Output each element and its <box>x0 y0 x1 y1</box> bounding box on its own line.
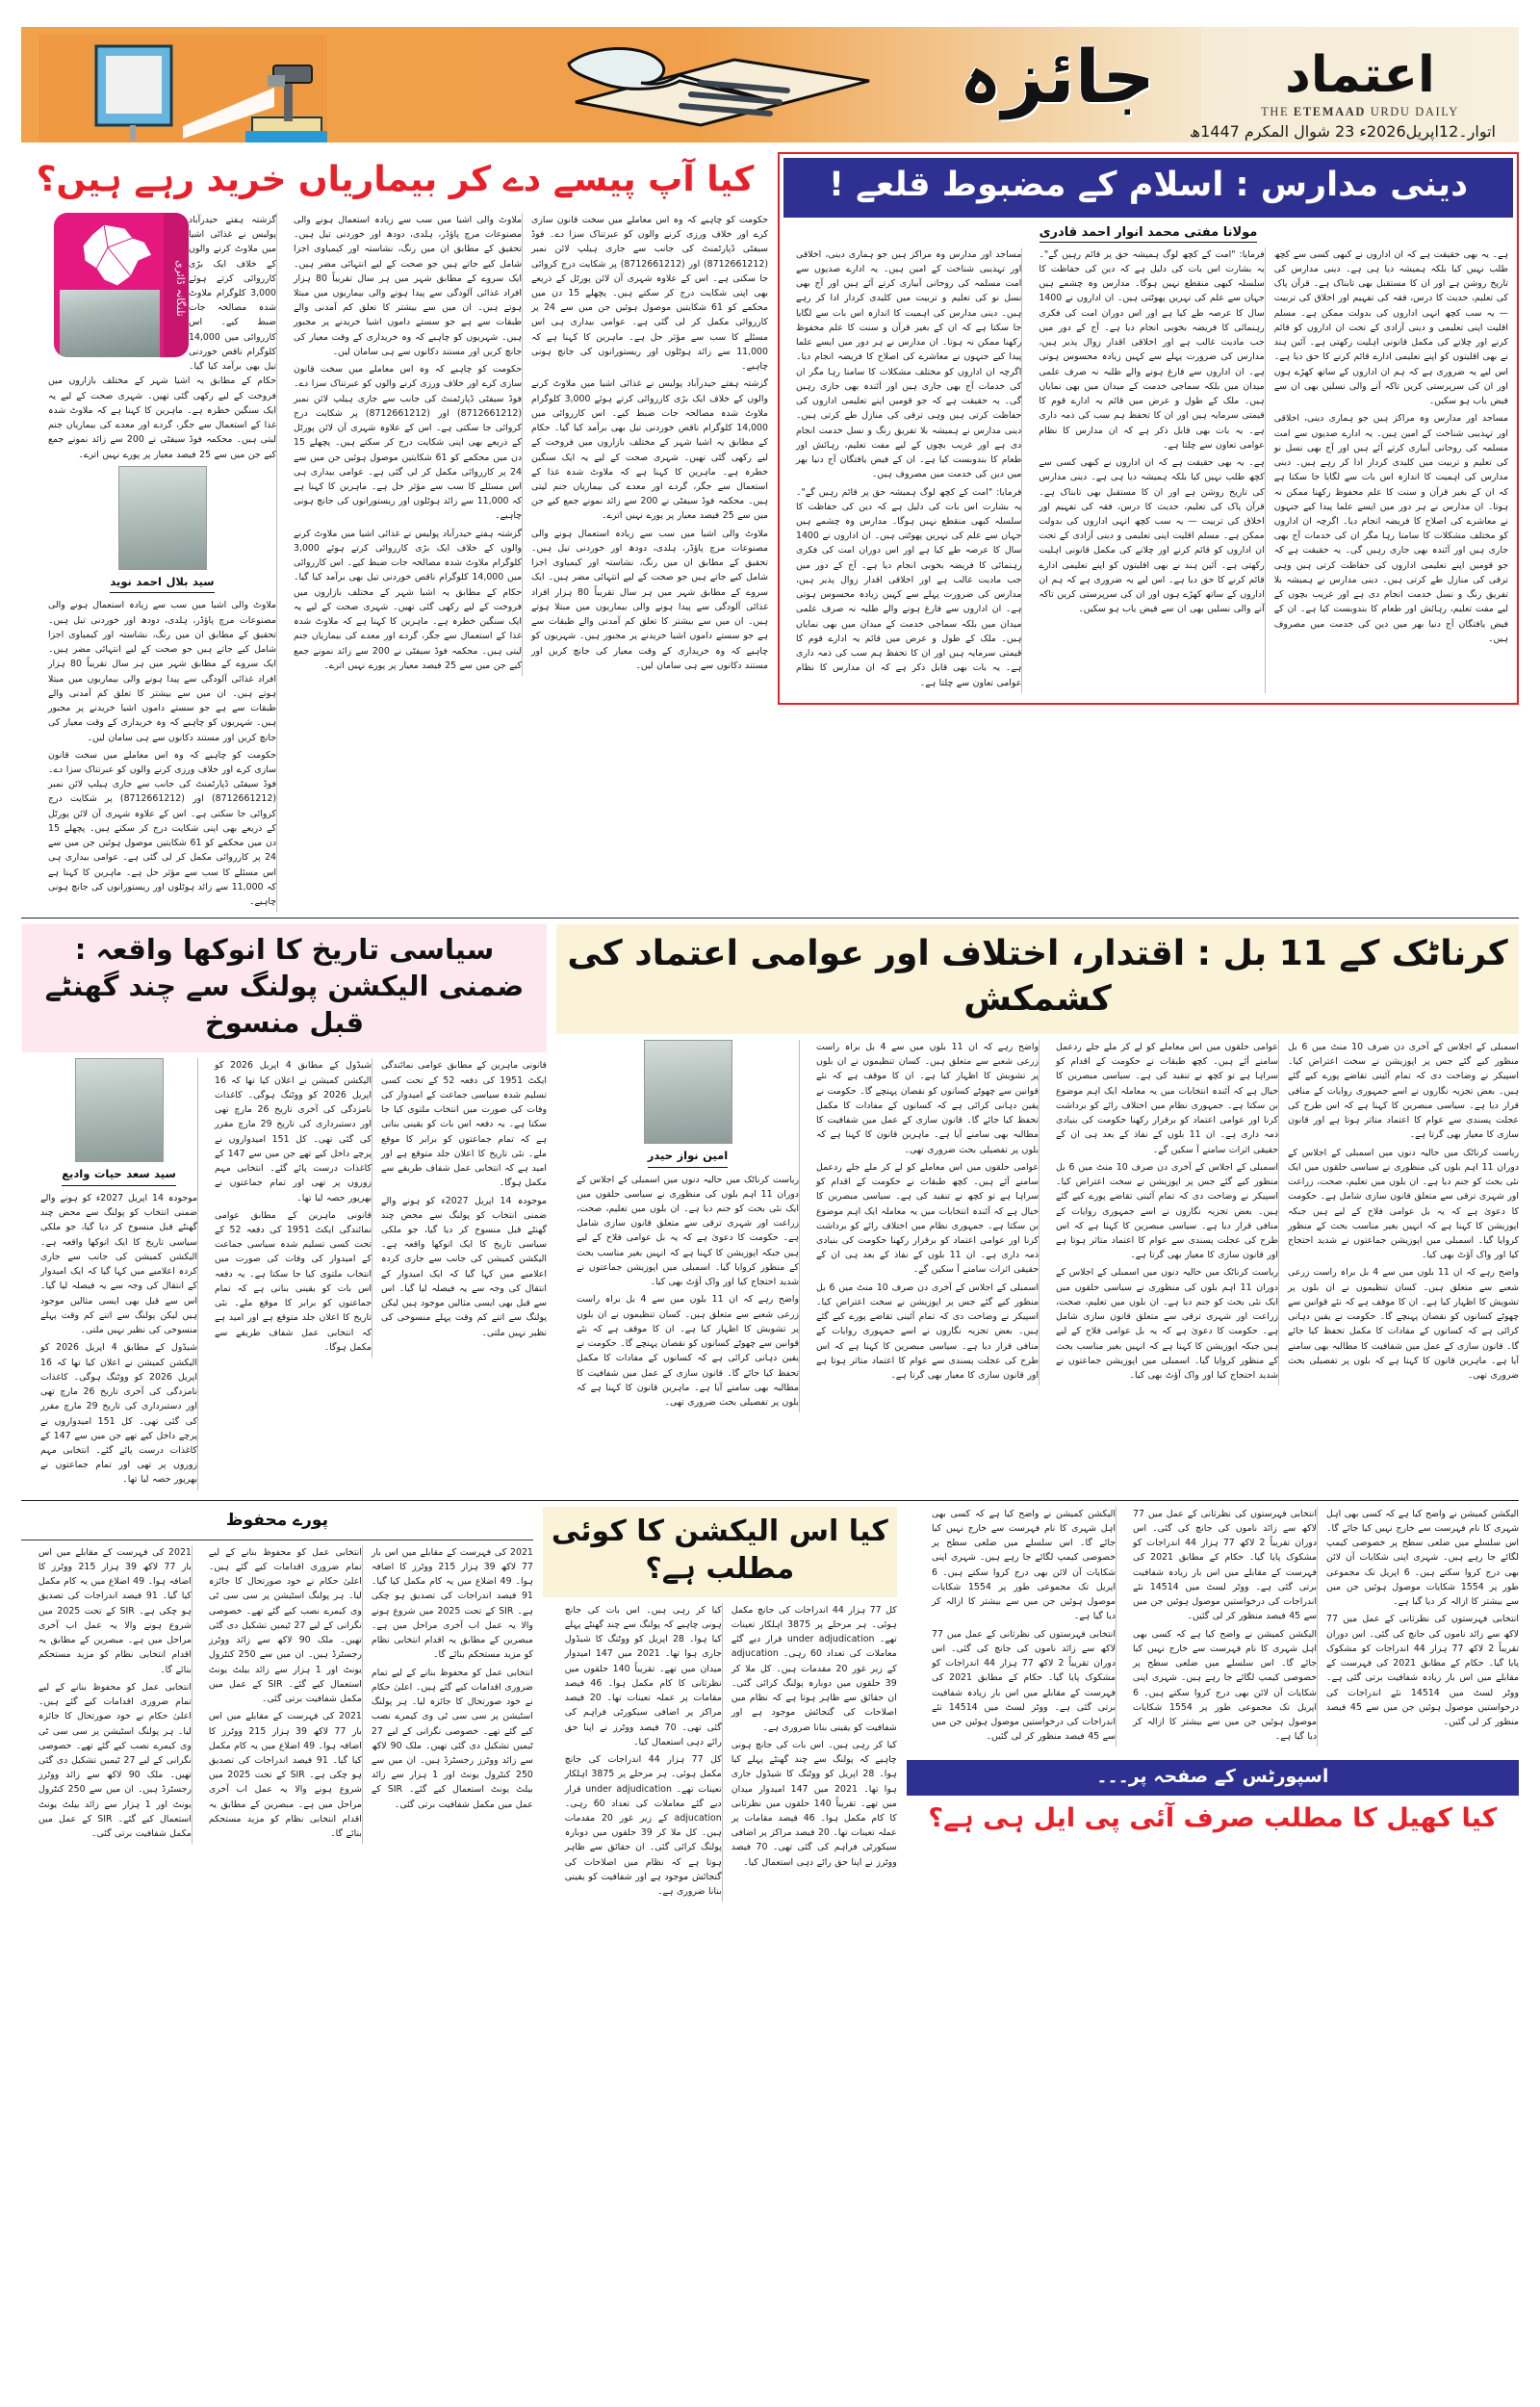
bottom-right-col-2: 2021 کی فہرست کے مقابلے میں اس بار 77 لاکھ 39 ہزار 215 ووٹرز کا اضافہ ہوا۔ 49 اضلاع میں یہ کام مکمل کیا گیا۔ 91 فیصد اندراجات کی تصدیق ہو چکی ہے۔ SIR کے تحت 2025 میں شروع ہونے والا یہ عمل اب آخری مراحل میں ہے۔ مبصرین کے مطابق یہ اقدام انتخابی نظام کو مزید مستحکم بنائے گا۔ انتخابی عمل کو محفوظ بنانے کے لیے تمام ضروری اقدامات کیے گئے ہیں۔ اعلیٰ حکام نے خود صورتحال کا جائزہ لیا۔ ہر پولنگ اسٹیشن پر سی سی ٹی وی کیمرے نصب کیے گئے تھے۔ خصوصی نگرانی کے لیے 27 ٹیمیں تشکیل دی گئی تھیں۔ ملک 90 لاکھ سے زائد ووٹرز رجسٹرڈ ہیں۔ ان میں سے 250 کنٹرول یونٹ اور 1 ہزار سے زائد بیلٹ یونٹ استعمال کیے گئے۔ SIR کے عمل میں مکمل شفافیت برتی گئی۔ <box>371 1546 533 1810</box>
health-col-3: حکومت کو چاہیے کہ وہ اس معاملے میں سخت قانون سازی کرے اور خلاف ورزی کرنے والوں کو عبرتناک سزا دے۔ فوڈ سیفٹی ڈپارٹمنٹ کی جانب سے جاری ہیلپ لائن نمبر (8712661212) اور (8712661212) پر شکایت درج کروائی جا سکتی ہے۔ اس کے علاوہ شہری آن لائن پورٹل کے ذریعے بھی اپنی شکایت درج کر سکتے ہیں۔ پچھلے 15 دن میں محکمے کو 61 شکایتیں موصول ہوئیں جن میں سے 24 پر کارروائی مکمل کر لی گئی ہے۔ عوامی بیداری ہی اس مسئلے کا سب سے مؤثر حل ہے۔ ماہرین کا کہنا ہے کہ 11,000 سے زائد ہوٹلوں اور ریستورانوں کی جانچ ہونی چاہیے۔ گزشتہ ہفتے حیدرآباد پولیس نے غذائی اشیا میں ملاوٹ کرنے والوں کے خلاف ایک بڑی کارروائی کرتے ہوئے 3,000 کلوگرام ملاوٹ شدہ مصالحہ جات ضبط کیے۔ اس کارروائی میں 14,000 کلوگرام ناقص خوردنی تیل بھی برآمد کیا گیا۔ حکام کے مطابق یہ اشیا شہر کے مختلف بازاروں میں فروخت کے لیے رکھی گئی تھیں۔ شہری صحت کے لیے یہ ایک سنگین خطرہ ہے۔ ماہرین کا کہنا ہے کہ ملاوٹ شدہ غذا کے استعمال سے جگر، گردے اور معدے کی بیماریاں جنم لیتی ہیں۔ محکمہ فوڈ سیفٹی نے 200 سے زائد نمونے جمع کیے جن میں سے 25 فیصد معیار پر پورے نہیں اترے۔ ملاوٹ والی اشیا میں سب سے زیادہ استعمال ہونے والی مصنوعات مرچ پاؤڈر، ہلدی، دودھ اور خوردنی تیل ہیں۔ تحقیق کے مطابق ان میں رنگ، نشاستہ اور کیمیاوی اجزا شامل کیے جاتے ہیں جو صحت کے لیے انتہائی مضر ہیں۔ ایک سروے کے مطابق شہر میں ہر سال تقریباً 80 ہزار افراد غذائی آلودگی سے پیدا ہونے والی بیماریوں میں مبتلا ہوتے ہیں۔ ان میں سے بیشتر کا تعلق کم آمدنی والے طبقات سے ہے جو سستے داموں اشیا خریدنے پر مجبور ہیں۔ شہریوں کو چاہیے کہ وہ خریداری کے وقت معیار کی جانچ کریں اور مستند دکانوں سے ہی سامان لیں۔ <box>531 214 769 671</box>
madaris-col-3: ہے۔ یہ بھی حقیقت ہے کہ ان اداروں نے کبھی کسی سے کچھ طلب نہیں کیا بلکہ ہمیشہ دیا ہی ہے۔ دینی مدارس کی تاریخ روشن ہے اور ان کا مستقبل بھی تابناک ہے۔ قرآن پاک کی تعلیم، حدیث کا درس، فقہ کی تفہیم اور اخلاق کی تربیت — یہ سب کچھ انہی اداروں کی بدولت ممکن ہے۔ مسلم اقلیت اپنی تعلیمی و دینی آزادی کے تحت ان اداروں کو قائم کرنے اور چلانے کی مکمل قانونی اہلیت رکھتی ہے۔ آئین ہند نے بھی اقلیتوں کو اپنے تعلیمی ادارے قائم کرنے کا حق دیا ہے۔ اس لیے یہ ضروری ہے کہ ہم ان اداروں کے ساتھ کھڑے ہوں اور ان کی سرپرستی کریں تاکہ آنے والی نسلیں بھی ان سے فیض یاب ہو سکیں۔ مساجد اور مدارس وہ مراکز ہیں جو ہماری دینی، اخلاقی اور تہذیبی شناخت کے امین ہیں۔ یہ ادارے صدیوں سے امت مسلمہ کی روحانی آبیاری کرتے آئے ہیں اور آج بھی نسل نو کی تعلیم و تربیت میں کلیدی کردار ادا کر رہے ہیں۔ دینی مدارس کی اہمیت کا اندازہ اس بات سے لگایا جا سکتا ہے کہ ان کے بغیر قرآن و سنت کا علم محفوظ رکھنا ممکن نہ ہوتا۔ ان مدارس نے ہر دور میں ایسے علما پیدا کیے جنہوں نے معاشرے کی اصلاح کا فریضہ انجام دیا۔ اگرچہ ان اداروں کو مختلف مشکلات کا سامنا رہا مگر ان کی خدمات آج بھی جاری ہیں اور آئندہ بھی جاری رہیں گی۔ یہ حقیقت ہے کہ جو قومیں اپنے تعلیمی اداروں کی حفاظت کرتی ہیں وہی ترقی کی منازل طے کرتی ہیں۔ دینی مدارس نے ہمیشہ بلا تفریق رنگ و نسل خدمت انجام دی ہے اور غریب بچوں کے لیے مفت تعلیم، رہائش اور طعام کا بندوبست کیا ہے۔ ان کے فیض یافتگان آج دنیا بھر میں دین کی خدمت میں مصروف ہیں۔ <box>1273 248 1508 644</box>
election-headline: سیاسی تاریخ کا انوکھا واقعہ : ضمنی الیکشن پولنگ سے چند گھنٹے قبل منسوخ <box>44 933 525 1039</box>
bottom-mid-block <box>543 1507 897 1902</box>
bottom-left-col-1: انتخابی فہرستوں کی نظرثانی کے عمل میں 77 لاکھ سے زائد ناموں کی جانچ کی گئی۔ اس دوران تقریباً 2 لاکھ 77 ہزار 44 اندراجات کو مشکوک پایا گیا۔ حکام کے مطابق 2021 کی فہرست کے مقابلے میں اس بار زیادہ شفافیت برتی گئی ہے۔ ووٹر لسٹ میں 14514 نئے اندراجات کی درخواستیں موصول ہوئیں جن میں سے 45 فیصد منظور کر لی گئیں۔ الیکشن کمیشن نے واضح کیا ہے کہ کسی بھی اہل شہری کا نام فہرست سے خارج نہیں کیا جائے گا۔ اس سلسلے میں ضلعی سطح پر خصوصی کیمپ لگائے جا رہے ہیں۔ شہری اپنی شکایات آن لائن بھی درج کروا سکتے ہیں۔ 6 اپریل تک مجموعی طور پر 1554 شکایات موصول ہوئیں جن میں سے بیشتر کا ازالہ کر دیا گیا ہے۔ <box>1125 1507 1318 1747</box>
karnataka-col-2: واضح رہے کہ ان 11 بلوں میں سے 4 بل براہ راست زرعی شعبے سے متعلق ہیں۔ کسان تنظیموں نے ان بلوں پر تشویش کا اظہار کیا ہے۔ ان کا موقف ہے کہ نئے قوانین سے چھوٹے کسانوں کو نقصان پہنچے گا۔ حکومت نے یقین دہانی کرائی ہے کہ کسانوں کے مفادات کا مکمل تحفظ کیا جائے گا۔ قانون سازی کے عمل میں شفافیت کا مطالبہ بھی سامنے آیا ہے۔ ماہرین قانون کا کہنا ہے کہ بلوں پر تفصیلی بحث ضروری تھی۔ عوامی حلقوں میں اس معاملے کو لے کر ملے جلے ردعمل سامنے آئے ہیں۔ کچھ طبقات نے حکومت کے اقدام کو سراہا ہے تو کچھ نے تنقید کی ہے۔ سیاسی مبصرین کا خیال ہے کہ آئندہ انتخابات میں یہ معاملہ ایک اہم موضوع بن سکتا ہے۔ جمہوری نظام میں اختلاف رائے کو برداشت کرنا اور عوامی اعتماد کو برقرار رکھنا حکومت کی بنیادی ذمہ داری ہے۔ ان 11 بلوں کے نفاذ کے بعد ہی ان کے حقیقی اثرات سامنے آ سکیں گے۔ اسمبلی کے اجلاس کے آخری دن صرف 10 منٹ میں 6 بل منظور کیے گئے جس پر اپوزیشن نے سخت اعتراض کیا۔ اسپیکر نے وضاحت دی کہ تمام آئینی تقاضے پورے کیے گئے ہیں۔ بعض تجزیہ نگاروں نے اسے جمہوری روایات کے منافی قرار دیا ہے۔ سیاسی مبصرین کا کہنا ہے کہ اس طرح کی عجلت پسندی سے عوام کا اعتماد متاثر ہوتا ہے اور قانون سازی کا معیار بھی گرتا ہے۔ <box>808 1040 1040 1385</box>
bottom-right-col-0: 2021 کی فہرست کے مقابلے میں اس بار 77 لاکھ 39 ہزار 215 ووٹرز کا اضافہ ہوا۔ 49 اضلاع میں یہ کام مکمل کیا گیا۔ 91 فیصد اندراجات کی تصدیق ہو چکی ہے۔ SIR کے تحت 2025 میں شروع ہونے والا یہ عمل اب آخری مراحل میں ہے۔ مبصرین کے مطابق یہ اقدام انتخابی نظام کو مزید مستحکم بنائے گا۔ انتخابی عمل کو محفوظ بنانے کے لیے تمام ضروری اقدامات کیے گئے ہیں۔ اعلیٰ حکام نے خود صورتحال کا جائزہ لیا۔ ہر پولنگ اسٹیشن پر سی سی ٹی وی کیمرے نصب کیے گئے تھے۔ خصوصی نگرانی کے لیے 27 ٹیمیں تشکیل دی گئی تھیں۔ ملک 90 لاکھ سے زائد ووٹرز رجسٹرڈ ہیں۔ ان میں سے 250 کنٹرول یونٹ اور 1 ہزار سے زائد بیلٹ یونٹ استعمال کیے گئے۔ SIR کے عمل میں مکمل شفافیت برتی گئی۔ <box>31 1545 192 1845</box>
karnataka-author-photo <box>644 1040 732 1144</box>
article-karnataka <box>556 924 1519 1412</box>
bottom-left-col-2: الیکشن کمیشن نے واضح کیا ہے کہ کسی بھی اہل شہری کا نام فہرست سے خارج نہیں کیا جائے گا۔ اس سلسلے میں ضلعی سطح پر خصوصی کیمپ لگائے جا رہے ہیں۔ شہری اپنی شکایات آن لائن بھی درج کروا سکتے ہیں۔ 6 اپریل تک مجموعی طور پر 1554 شکایات موصول ہوئیں جن میں سے بیشتر کا ازالہ کر دیا گیا ہے۔ انتخابی فہرستوں کی نظرثانی کے عمل میں 77 لاکھ سے زائد ناموں کی جانچ کی گئی۔ اس دوران تقریباً 2 لاکھ 77 ہزار 44 اندراجات کو مشکوک پایا گیا۔ حکام کے مطابق 2021 کی فہرست کے مقابلے میں اس بار زیادہ شفافیت برتی گئی ہے۔ ووٹر لسٹ میں 14514 نئے اندراجات کی درخواستیں موصول ہوئیں جن میں سے 45 فیصد منظور کر لی گئیں۔ <box>1326 1508 1520 1727</box>
karnataka-headline-band <box>556 924 1519 1034</box>
badge-photo <box>60 290 160 357</box>
telangana-diary-badge <box>54 213 189 357</box>
bottom-mid-headline-band <box>543 1507 897 1597</box>
karnataka-headline: کرناٹک کے 11 بل : اقتدار، اختلاف اور عوامی اعتماد کی کشمکش <box>567 934 1508 1020</box>
bottom-left-col-0: الیکشن کمیشن نے واضح کیا ہے کہ کسی بھی اہل شہری کا نام فہرست سے خارج نہیں کیا جائے گا۔ اس سلسلے میں ضلعی سطح پر خصوصی کیمپ لگائے جا رہے ہیں۔ شہری اپنی شکایات آن لائن بھی درج کروا سکتے ہیں۔ 6 اپریل تک مجموعی طور پر 1554 شکایات موصول ہوئیں جن میں سے بیشتر کا ازالہ کر دیا گیا ہے۔ انتخابی فہرستوں کی نظرثانی کے عمل میں 77 لاکھ سے زائد ناموں کی جانچ کی گئی۔ اس دوران تقریباً 2 لاکھ 77 ہزار 44 اندراجات کو مشکوک پایا گیا۔ حکام کے مطابق 2021 کی فہرست کے مقابلے میں اس بار زیادہ شفافیت برتی گئی ہے۔ ووٹر لسٹ میں 14514 نئے اندراجات کی درخواستیں موصول ہوئیں جن میں سے 45 فیصد منظور کر لی گئیں۔ <box>924 1507 1116 1747</box>
madaris-byline: مولانا مفتی محمد انوار احمد قادری <box>783 225 1513 243</box>
divider-row2 <box>21 1500 1519 1501</box>
health-col-1: تلنگانہ ڈائری گزشتہ ہفتے حیدرآباد پولیس نے غذائی اشیا میں ملاوٹ کرنے والوں کے خلاف ایک بڑی کارروائی کرتے ہوئے 3,000 کلوگرام ملاوٹ شدہ مصالحہ جات ضبط کیے۔ اس کارروائی میں 14,000 کلوگرام ناقص خوردنی تیل بھی برآمد کیا گیا۔ حکام کے مطابق یہ اشیا شہر کے مختلف بازاروں میں فروخت کے لیے رکھی گئی تھیں۔ شہری صحت کے لیے یہ ایک سنگین خطرہ ہے۔ ماہرین کا کہنا ہے کہ ملاوٹ شدہ غذا کے استعمال سے جگر، گردے اور معدے کی بیماریاں جنم لیتی ہیں۔ محکمہ فوڈ سیفٹی نے 200 سے زائد نمونے جمع کیے جن میں سے 25 فیصد معیار پر پورے نہیں اترے۔ سید بلال احمد نوید ملاوٹ والی اشیا میں سب سے زیادہ استعمال ہونے والی مصنوعات مرچ پاؤڈر، ہلدی، دودھ اور خوردنی تیل ہیں۔ تحقیق کے مطابق ان میں رنگ، نشاستہ اور کیمیاوی اجزا شامل کیے جاتے ہیں جو صحت کے لیے انتہائی مضر ہیں۔ ایک سروے کے مطابق شہر میں ہر سال تقریباً 80 ہزار افراد غذائی آلودگی سے پیدا ہونے والی بیماریوں میں مبتلا ہوتے ہیں۔ ان میں سے بیشتر کا تعلق کم آمدنی والے طبقات سے ہے جو سستے داموں اشیا خریدنے پر مجبور ہیں۔ شہریوں کو چاہیے کہ وہ خریداری کے وقت معیار کی جانچ کریں اور مستند دکانوں سے ہی سامان لیں۔ حکومت کو چاہیے کہ وہ اس معاملے میں سخت قانون سازی کرے اور خلاف ورزی کرنے والوں کو عبرتناک سزا دے۔ فوڈ سیفٹی ڈپارٹمنٹ کی جانب سے جاری ہیلپ لائن نمبر (8712661212) اور (8712661212) پر شکایت درج کروائی جا سکتی ہے۔ اس کے علاوہ شہری آن لائن پورٹل کے ذریعے بھی اپنی شکایت درج کر سکتے ہیں۔ پچھلے 15 دن میں محکمے کو 61 شکایتیں موصول ہوئیں جن میں سے 24 پر کارروائی مکمل کر لی گئی ہے۔ عوامی بیداری ہی اس مسئلے کا سب سے مؤثر حل ہے۔ ماہرین کا کہنا ہے کہ 11,000 سے زائد ہوٹلوں اور ریستورانوں کی جانچ ہونی چاہیے۔ <box>40 213 277 913</box>
badge-label: تلنگانہ ڈائری <box>164 213 189 357</box>
election-col-3: قانونی ماہرین کے مطابق عوامی نمائندگی ایکٹ 1951 کی دفعہ 52 کے تحت کسی تسلیم شدہ سیاسی جماعت کے امیدوار کی وفات کی صورت میں انتخاب ملتوی کیا جا سکتا ہے۔ یہ دفعہ اس بات کو یقینی بناتی ہے کہ تمام جماعتوں کو برابر کا موقع ملے۔ نئی تاریخ کا اعلان جلد متوقع ہے اور امید ہے کہ انتخابی عمل شفاف طریقے سے مکمل ہوگا۔ موجودہ 14 اپریل 2027ء کو ہونے والے ضمنی انتخاب کو پولنگ سے محض چند گھنٹے قبل منسوخ کر دیا گیا، جو ملکی سیاسی تاریخ کا ایک انوکھا واقعہ ہے۔ الیکشن کمیشن کی جانب سے جاری کردہ اعلامیے میں کہا گیا کہ ایک امیدوار کے انتقال کی وجہ سے یہ فیصلہ لیا گیا۔ اس سے قبل بھی ایسی مثالیں موجود ہیں لیکن پولنگ سے اتنے کم وقت پہلے منسوخی کی نظیر نہیں ملتی۔ <box>381 1060 548 1338</box>
election-col-2: شیڈول کے مطابق 4 اپریل 2026 کو الیکشن کمیشن نے اعلان کیا تھا کہ 16 اپریل 2026 کو ووٹنگ ہوگی۔ کاغذات نامزدگی کی آخری تاریخ 26 مارچ تھی اور دستبرداری کی تاریخ 29 مارچ مقرر کی گئی تھی۔ کل 151 امیدواروں نے پرچے داخل کیے تھے جن میں سے 147 کے کاغذات درست پائے گئے۔ انتخابی مہم زوروں پر تھی اور تمام جماعتوں نے بھرپور حصہ لیا تھا۔ قانونی ماہرین کے مطابق عوامی نمائندگی ایکٹ 1951 کی دفعہ 52 کے تحت کسی تسلیم شدہ سیاسی جماعت کے امیدوار کی وفات کی صورت میں انتخاب ملتوی کیا جا سکتا ہے۔ یہ دفعہ اس بات کو یقینی بناتی ہے کہ تمام جماعتوں کو برابر کا موقع ملے۔ نئی تاریخ کا اعلان جلد متوقع ہے اور امید ہے کہ انتخابی عمل شفاف طریقے سے مکمل ہوگا۔ <box>207 1058 372 1358</box>
bottom-right-col-1: انتخابی عمل کو محفوظ بنانے کے لیے تمام ضروری اقدامات کیے گئے ہیں۔ اعلیٰ حکام نے خود صورتحال کا جائزہ لیا۔ ہر پولنگ اسٹیشن پر سی سی ٹی وی کیمرے نصب کیے گئے تھے۔ خصوصی نگرانی کے لیے 27 ٹیمیں تشکیل دی گئی تھیں۔ ملک 90 لاکھ سے زائد ووٹرز رجسٹرڈ ہیں۔ ان میں سے 250 کنٹرول یونٹ اور 1 ہزار سے زائد بیلٹ یونٹ استعمال کیے گئے۔ SIR کے عمل میں مکمل شفافیت برتی گئی۔ 2021 کی فہرست کے مقابلے میں اس بار 77 لاکھ 39 ہزار 215 ووٹرز کا اضافہ ہوا۔ 49 اضلاع میں یہ کام مکمل کیا گیا۔ 91 فیصد اندراجات کی تصدیق ہو چکی ہے۔ SIR کے تحت 2025 میں شروع ہونے والا یہ عمل اب آخری مراحل میں ہے۔ مبصرین کے مطابق یہ اقدام انتخابی نظام کو مزید مستحکم بنائے گا۔ <box>201 1545 363 1845</box>
bottom-right-block <box>21 1507 533 1845</box>
newspaper-page <box>0 27 1540 2407</box>
logo-latin-text: THE ETEMAAD URDU DAILY <box>1261 105 1459 118</box>
sports-promo-label: اسپورٹس کے صفحہ پر۔۔۔ <box>907 1760 1519 1796</box>
article-election <box>22 924 547 1489</box>
karnataka-col-3: عوامی حلقوں میں اس معاملے کو لے کر ملے جلے ردعمل سامنے آئے ہیں۔ کچھ طبقات نے حکومت کے اقدام کو سراہا ہے تو کچھ نے تنقید کی ہے۔ سیاسی مبصرین کا خیال ہے کہ آئندہ انتخابات میں یہ معاملہ ایک اہم موضوع بن سکتا ہے۔ جمہوری نظام میں اختلاف رائے کو برداشت کرنا اور عوامی اعتماد کو برقرار رکھنا حکومت کی بنیادی ذمہ داری ہے۔ ان 11 بلوں کے نفاذ کے بعد ہی ان کے حقیقی اثرات سامنے آ سکیں گے۔ اسمبلی کے اجلاس کے آخری دن صرف 10 منٹ میں 6 بل منظور کیے گئے جس پر اپوزیشن نے سخت اعتراض کیا۔ اسپیکر نے وضاحت دی کہ تمام آئینی تقاضے پورے کیے گئے ہیں۔ بعض تجزیہ نگاروں نے اسے جمہوری روایات کے منافی قرار دیا ہے۔ سیاسی مبصرین کا کہنا ہے کہ اس طرح کی عجلت پسندی سے عوام کا اعتماد متاثر ہوتا ہے اور قانون سازی کا معیار بھی گرتا ہے۔ ریاست کرناٹک میں حالیہ دنوں میں اسمبلی کے اجلاس کے دوران 11 اہم بلوں کی منظوری نے سیاسی حلقوں میں ایک نئی بحث کو جنم دیا ہے۔ ان بلوں میں تعلیم، صحت، زراعت اور شہری ترقی سے متعلق قانون سازی شامل ہے۔ حکومت کا دعویٰ ہے کہ یہ بل عوامی فلاح کے لیے ہیں جبکہ اپوزیشن کا کہنا ہے کہ انہیں بغیر مناسب بحث کے منظور کروایا گیا۔ اسمبلی میں اپوزیشن جماعتوں نے شدید احتجاج کیا اور واک آؤٹ بھی کیا۔ <box>1048 1040 1279 1385</box>
telangana-map-icon <box>75 222 158 290</box>
bottom-mid-col-2: کل 77 ہزار 44 اندراجات کی جانچ مکمل ہوئی۔ ہر مرحلے پر 3875 اہلکار تعینات تھے۔ under adjudication قرار دیے گئے معاملات کی تعداد 60 رہی۔ adjucation کے زیر غور 20 مقدمات ہیں۔ کل ملا کر 39 حلقوں میں دوبارہ پولنگ کرائی گئی۔ ان حقائق سے ظاہر ہوتا ہے کہ نظام میں اصلاحات کی گنجائش موجود ہے اور شفافیت کو یقینی بنانا ضروری ہے۔ کیا کر رہی ہیں۔ اس بات کی جانچ ہونی چاہیے کہ پولنگ سے چند گھنٹے پہلے کیا ہوا۔ 28 اپریل کو ووٹنگ کا شیڈول جاری ہوا تھا۔ 2021 میں 147 امیدوار میدان میں تھے۔ تقریباً 140 حلقوں میں نظرثانی کا کام مکمل ہوا۔ 46 فیصد مقامات پر عملہ تعینات تھا۔ 20 فیصد مراکز پر اضافی سیکورٹی فراہم کی گئی تھی۔ 70 فیصد ووٹرز نے اپنا حق رائے دہی استعمال کیا۔ <box>731 1604 897 1868</box>
bottom-right-headline: پورے محفوظ <box>225 1510 328 1530</box>
karnataka-col-1: امین نواز حیدر ریاست کرناٹک میں حالیہ دنوں میں اسمبلی کے اجلاس کے دوران 11 اہم بلوں کی منظوری نے سیاسی حلقوں میں ایک نئی بحث کو جنم دیا ہے۔ ان بلوں میں تعلیم، صحت، زراعت اور شہری ترقی سے متعلق قانون سازی شامل ہے۔ حکومت کا دعویٰ ہے کہ یہ بل عوامی فلاح کے لیے ہیں جبکہ اپوزیشن کا کہنا ہے کہ انہیں بغیر مناسب بحث کے منظور کروایا گیا۔ اسمبلی میں اپوزیشن جماعتوں نے شدید احتجاج کیا اور واک آؤٹ بھی کیا۔ واضح رہے کہ ان 11 بلوں میں سے 4 بل براہ راست زرعی شعبے سے متعلق ہیں۔ کسان تنظیموں نے ان بلوں پر تشویش کا اظہار کیا ہے۔ ان کا موقف ہے کہ نئے قوانین سے چھوٹے کسانوں کو نقصان پہنچے گا۔ حکومت نے یقین دہانی کرائی ہے کہ کسانوں کے مفادات کا مکمل تحفظ کیا جائے گا۔ قانون سازی کے عمل میں شفافیت کا مطالبہ بھی سامنے آیا ہے۔ ماہرین قانون کا کہنا ہے کہ بلوں پر تفصیلی بحث ضروری تھی۔ <box>569 1040 800 1412</box>
section-banner-title: جائزہ <box>959 34 1155 119</box>
madaris-red-border <box>778 152 1519 705</box>
masthead <box>21 27 1519 142</box>
bottom-mid-headline: کیا اس الیکشن کا کوئی مطلب ہے؟ <box>551 1514 888 1586</box>
article-madaris <box>778 152 1519 705</box>
sports-promo-question: کیا کھیل کا مطلب صرف آئی پی ایل ہی ہے؟ <box>928 1803 1498 1834</box>
article-health <box>22 152 768 912</box>
bottom-left-block <box>907 1507 1519 1838</box>
madaris-col-2: فرمایا: "امت کے کچھ لوگ ہمیشہ حق پر قائم رہیں گے"۔ یہ بشارت اس بات کی دلیل ہے کہ دین کی حفاظت کا سلسلہ کبھی منقطع نہیں ہوگا۔ مدارس وہ چشمے ہیں جہاں سے علم کی نہریں پھوٹتی ہیں۔ ان اداروں نے 1400 سال کا عرصہ طے کیا ہے اور اس دوران امت کی فکری رہنمائی کا فریضہ بخوبی انجام دیا ہے۔ آج کے دور میں جب مادیت غالب ہے اور اخلاقی اقدار زوال پذیر ہیں، مدارس کی ضرورت پہلے سے کہیں زیادہ محسوس ہوتی ہے۔ ان اداروں سے فارغ ہونے والے طلبہ نہ صرف علمی میدان میں بلکہ سماجی خدمت کے میدان میں بھی نمایاں ہیں۔ ملک کے طول و عرض میں قائم یہ ادارے قوم کا قیمتی سرمایہ ہیں اور ان کا تحفظ ہم سب کی ذمہ داری ہے۔ یہ بات بھی قابل ذکر ہے کہ ان مدارس کا نظام عوامی تعاون سے چلتا ہے۔ ہے۔ یہ بھی حقیقت ہے کہ ان اداروں نے کبھی کسی سے کچھ طلب نہیں کیا بلکہ ہمیشہ دیا ہی ہے۔ دینی مدارس کی تاریخ روشن ہے اور ان کا مستقبل بھی تابناک ہے۔ قرآن پاک کی تعلیم، حدیث کا درس، فقہ کی تفہیم اور اخلاق کی تربیت — یہ سب کچھ انہی اداروں کی بدولت ممکن ہے۔ مسلم اقلیت اپنی تعلیمی و دینی آزادی کے تحت ان اداروں کو قائم کرنے اور چلانے کی مکمل قانونی اہلیت رکھتی ہے۔ آئین ہند نے بھی اقلیتوں کو اپنے تعلیمی ادارے قائم کرنے کا حق دیا ہے۔ اس لیے یہ ضروری ہے کہ ہم ان اداروں کے ساتھ کھڑے ہوں اور ان کی سرپرستی کریں تاکہ آنے والی نسلیں بھی ان سے فیض یاب ہو سکیں۔ <box>1031 247 1265 693</box>
content-grid <box>21 152 1519 1902</box>
karnataka-col-4: اسمبلی کے اجلاس کے آخری دن صرف 10 منٹ میں 6 بل منظور کیے گئے جس پر اپوزیشن نے سخت اعتراض کیا۔ اسپیکر نے وضاحت دی کہ تمام آئینی تقاضے پورے کیے گئے ہیں۔ بعض تجزیہ نگاروں نے اسے جمہوری روایات کے منافی قرار دیا ہے۔ سیاسی مبصرین کا کہنا ہے کہ اس طرح کی عجلت پسندی سے عوام کا اعتماد متاثر ہوتا ہے اور قانون سازی کا معیار بھی گرتا ہے۔ ریاست کرناٹک میں حالیہ دنوں میں اسمبلی کے اجلاس کے دوران 11 اہم بلوں کی منظوری نے سیاسی حلقوں میں ایک نئی بحث کو جنم دیا ہے۔ ان بلوں میں تعلیم، صحت، زراعت اور شہری ترقی سے متعلق قانون سازی شامل ہے۔ حکومت کا دعویٰ ہے کہ یہ بل عوامی فلاح کے لیے ہیں جبکہ اپوزیشن کا کہنا ہے کہ انہیں بغیر مناسب بحث کے منظور کروایا گیا۔ اسمبلی میں اپوزیشن جماعتوں نے شدید احتجاج کیا اور واک آؤٹ بھی کیا۔ واضح رہے کہ ان 11 بلوں میں سے 4 بل براہ راست زرعی شعبے سے متعلق ہیں۔ کسان تنظیموں نے ان بلوں پر تشویش کا اظہار کیا ہے۔ ان کا موقف ہے کہ نئے قوانین سے چھوٹے کسانوں کو نقصان پہنچے گا۔ حکومت نے یقین دہانی کرائی ہے کہ کسانوں کے مفادات کا مکمل تحفظ کیا جائے گا۔ قانون سازی کے عمل میں شفافیت کا مطالبہ بھی سامنے آیا ہے۔ ماہرین قانون کا کہنا ہے کہ بلوں پر تفصیلی بحث ضروری تھی۔ <box>1288 1041 1519 1382</box>
health-author-name: سید بلال احمد نوید <box>48 573 276 594</box>
election-author-photo <box>75 1058 164 1162</box>
quill-pen-icon <box>566 42 884 129</box>
health-col-2: ملاوٹ والی اشیا میں سب سے زیادہ استعمال ہونے والی مصنوعات مرچ پاؤڈر، ہلدی، دودھ اور خوردنی تیل ہیں۔ تحقیق کے مطابق ان میں رنگ، نشاستہ اور کیمیاوی اجزا شامل کیے جاتے ہیں جو صحت کے لیے انتہائی مضر ہیں۔ ایک سروے کے مطابق شہر میں ہر سال تقریباً 80 ہزار افراد غذائی آلودگی سے پیدا ہونے والی بیماریوں میں مبتلا ہوتے ہیں۔ ان میں سے بیشتر کا تعلق کم آمدنی والے طبقات سے ہے جو سستے داموں اشیا خریدنے پر مجبور ہیں۔ شہریوں کو چاہیے کہ وہ خریداری کے وقت معیار کی جانچ کریں اور مستند دکانوں سے ہی سامان لیں۔ حکومت کو چاہیے کہ وہ اس معاملے میں سخت قانون سازی کرے اور خلاف ورزی کرنے والوں کو عبرتناک سزا دے۔ فوڈ سیفٹی ڈپارٹمنٹ کی جانب سے جاری ہیلپ لائن نمبر (8712661212) اور (8712661212) پر شکایت درج کروائی جا سکتی ہے۔ اس کے علاوہ شہری آن لائن پورٹل کے ذریعے بھی اپنی شکایت درج کر سکتے ہیں۔ پچھلے 15 دن میں محکمے کو 61 شکایتیں موصول ہوئیں جن میں سے 24 پر کارروائی مکمل کر لی گئی ہے۔ عوامی بیداری ہی اس مسئلے کا سب سے مؤثر حل ہے۔ ماہرین کا کہنا ہے کہ 11,000 سے زائد ہوٹلوں اور ریستورانوں کی جانچ ہونی چاہیے۔ گزشتہ ہفتے حیدرآباد پولیس نے غذائی اشیا میں ملاوٹ کرنے والوں کے خلاف ایک بڑی کارروائی کرتے ہوئے 3,000 کلوگرام ملاوٹ شدہ مصالحہ جات ضبط کیے۔ اس کارروائی میں 14,000 کلوگرام ناقص خوردنی تیل بھی برآمد کیا گیا۔ حکام کے مطابق یہ اشیا شہر کے مختلف بازاروں میں فروخت کے لیے رکھی گئی تھیں۔ شہری صحت کے لیے یہ ایک سنگین خطرہ ہے۔ ماہرین کا کہنا ہے کہ ملاوٹ شدہ غذا کے استعمال سے جگر، گردے اور معدے کی بیماریاں جنم لیتی ہیں۔ محکمہ فوڈ سیفٹی نے 200 سے زائد نمونے جمع کیے جن میں سے 25 فیصد معیار پر پورے نہیں اترے۔ <box>286 213 523 676</box>
dateline: اتوار۔12اپریل2026ء 23 شوال المکرم 1447ھ <box>1189 122 1496 141</box>
health-author-photo <box>118 466 207 570</box>
health-headline: کیا آپ پیسے دے کر بیماریاں خرید رہے ہیں؟ <box>36 160 755 199</box>
election-headline-band <box>22 924 547 1052</box>
election-col-1: سید سعد حیات وادیع موجودہ 14 اپریل 2027ء کو ہونے والے ضمنی انتخاب کو پولنگ سے محض چند گھنٹے قبل منسوخ کر دیا گیا، جو ملکی سیاسی تاریخ کا ایک انوکھا واقعہ ہے۔ الیکشن کمیشن کی جانب سے جاری کردہ اعلامیے میں کہا گیا کہ ایک امیدوار کے انتقال کی وجہ سے یہ فیصلہ لیا گیا۔ اس سے قبل بھی ایسی مثالیں موجود ہیں لیکن پولنگ سے اتنے کم وقت پہلے منسوخی کی نظیر نہیں ملتی۔ شیڈول کے مطابق 4 اپریل 2026 کو الیکشن کمیشن نے اعلان کیا تھا کہ 16 اپریل 2026 کو ووٹنگ ہوگی۔ کاغذات نامزدگی کی آخری تاریخ 26 مارچ تھی اور دستبرداری کی تاریخ 29 مارچ مقرر کی گئی تھی۔ کل 151 امیدواروں نے پرچے داخل کیے تھے جن میں سے 147 کے کاغذات درست پائے گئے۔ انتخابی مہم زوروں پر تھی اور تمام جماعتوں نے بھرپور حصہ لیا تھا۔ <box>33 1058 198 1489</box>
election-author-name: سید سعد حیات وادیع <box>40 1165 197 1186</box>
karnataka-author-name: امین نواز حیدر <box>577 1147 799 1168</box>
madaris-col-1: مساجد اور مدارس وہ مراکز ہیں جو ہماری دینی، اخلاقی اور تہذیبی شناخت کے امین ہیں۔ یہ ادارے صدیوں سے امت مسلمہ کی روحانی آبیاری کرتے آئے ہیں اور آج بھی نسل نو کی تعلیم و تربیت میں کلیدی کردار ادا کر رہے ہیں۔ دینی مدارس کی اہمیت کا اندازہ اس بات سے لگایا جا سکتا ہے کہ ان کے بغیر قرآن و سنت کا علم محفوظ رکھنا ممکن نہ ہوتا۔ ان مدارس نے ہر دور میں ایسے علما پیدا کیے جنہوں نے معاشرے کی اصلاح کا فریضہ انجام دیا۔ اگرچہ ان اداروں کو مختلف مشکلات کا سامنا رہا مگر ان کی خدمات آج بھی جاری ہیں اور آئندہ بھی جاری رہیں گی۔ یہ حقیقت ہے کہ جو قومیں اپنے تعلیمی اداروں کی حفاظت کرتی ہیں وہی ترقی کی منازل طے کرتی ہیں۔ دینی مدارس نے ہمیشہ بلا تفریق رنگ و نسل خدمت انجام دی ہے اور غریب بچوں کے لیے مفت تعلیم، رہائش اور طعام کا بندوبست کیا ہے۔ ان کے فیض یافتگان آج دنیا بھر میں دین کی خدمت میں مصروف ہیں۔ فرمایا: "امت کے کچھ لوگ ہمیشہ حق پر قائم رہیں گے"۔ یہ بشارت اس بات کی دلیل ہے کہ دین کی حفاظت کا سلسلہ کبھی منقطع نہیں ہوگا۔ مدارس وہ چشمے ہیں جہاں سے علم کی نہریں پھوٹتی ہیں۔ ان اداروں نے 1400 سال کا عرصہ طے کیا ہے اور اس دوران امت کی فکری رہنمائی کا فریضہ بخوبی انجام دیا ہے۔ آج کے دور میں جب مادیت غالب ہے اور اخلاقی اقدار زوال پذیر ہیں، مدارس کی ضرورت پہلے سے کہیں زیادہ محسوس ہوتی ہے۔ ان اداروں سے فارغ ہونے والے طلبہ نہ صرف علمی میدان میں بلکہ سماجی خدمت کے میدان میں بھی نمایاں ہیں۔ ملک کے طول و عرض میں قائم یہ ادارے قوم کا قیمتی سرمایہ ہیں اور ان کا تحفظ ہم سب کی ذمہ داری ہے۔ یہ بات بھی قابل ذکر ہے کہ ان مدارس کا نظام عوامی تعاون سے چلتا ہے۔ <box>788 247 1022 693</box>
sports-promo[interactable] <box>907 1760 1519 1837</box>
divider-row1 <box>21 918 1519 919</box>
logo-urdu-text: اعتماد <box>1285 46 1435 104</box>
madaris-headline: دینی مدارس : اسلام کے مضبوط قلعے ! <box>783 158 1513 218</box>
overhead-projector-icon <box>38 35 327 142</box>
bottom-mid-col-1: کیا کر رہی ہیں۔ اس بات کی جانچ ہونی چاہیے کہ پولنگ سے چند گھنٹے پہلے کیا ہوا۔ 28 اپریل کو ووٹنگ کا شیڈول جاری ہوا تھا۔ 2021 میں 147 امیدوار میدان میں تھے۔ تقریباً 140 حلقوں میں نظرثانی کا کام مکمل ہوا۔ 46 فیصد مقامات پر عملہ تعینات تھا۔ 20 فیصد مراکز پر اضافی سیکورٹی فراہم کی گئی تھی۔ 70 فیصد ووٹرز نے اپنا حق رائے دہی استعمال کیا۔ کل 77 ہزار 44 اندراجات کی جانچ مکمل ہوئی۔ ہر مرحلے پر 3875 اہلکار تعینات تھے۔ under adjudication قرار دیے گئے معاملات کی تعداد 60 رہی۔ adjucation کے زیر غور 20 مقدمات ہیں۔ کل ملا کر 39 حلقوں میں دوبارہ پولنگ کرائی گئی۔ ان حقائق سے ظاہر ہوتا ہے کہ نظام میں اصلاحات کی گنجائش موجود ہے اور شفافیت کو یقینی بنانا ضروری ہے۔ <box>557 1603 723 1902</box>
